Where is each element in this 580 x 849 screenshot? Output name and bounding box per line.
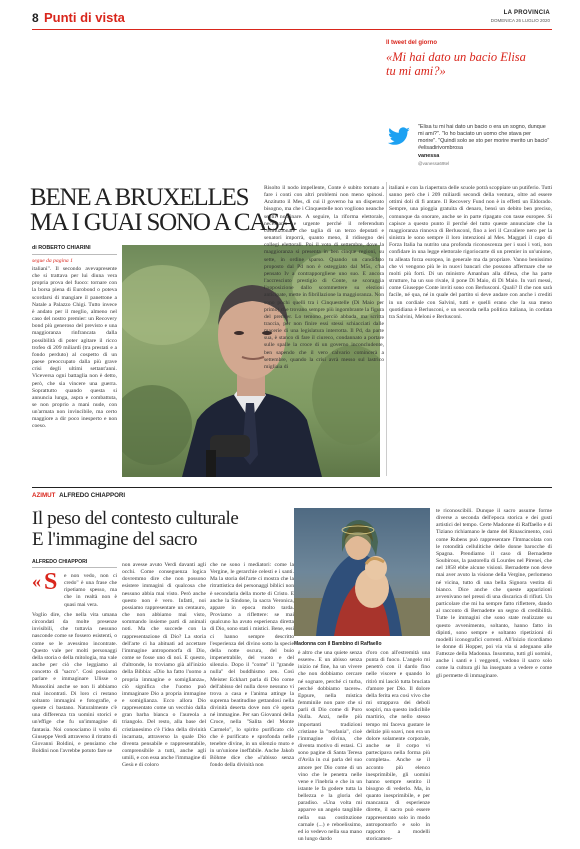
article1-continued: segue da pagina 1 [32, 258, 73, 264]
header-rule [32, 29, 552, 30]
article2-col6-text: te riconoscibili. Dunque il sacro assume forme diverse a seconda dell'epoca storica e dei gusti artistici del tempo. Certe Madonne di Raffaello e di Tiziano richiamano le dame del Rinascimento, così come Rubens può rappresentare l'Immacolata con le rotondità cellulitiche delle donne barocche di Spagna. Prendiamo il caso di Bernadette Soubirous, la pastorella di Lourdes nel Pirenei, che nel 1858 ebbe alcune visioni. Bernadette non deve mai aver avuto la visione della Vergine, perlomeno né vicina, tutto di una bella Signora vestita di bianco. Dice anche che queste apparizioni avvenivano nel pressi di una discarica di rifiuti. Un particolare che mi ha sempre fatto riflettere, dando al racconto di Bernadette un segno di credibilità. Tutte le immagini che sono state realizzate su questo avvenimento, soltanto, hanno fatto in dipinti, sono sempre e soltanto ripetizioni di modelli iconografici correnti. All'inizio ricordiamo le donne di Hopper, poi via via si adeguano alle Fattezze della Madonna. Insomma, tutti gli uomini, anche i santi e i veggenti, vedono il sacro solo come la cultura gli ha insegnato a vedere e come gli permette di immaginare. [436, 508, 552, 679]
article1-headline-line1: BENE A BRUXELLES [30, 184, 249, 211]
tweet-box [386, 40, 552, 172]
article2-lead [64, 573, 117, 609]
tweet-author: vanessa [418, 153, 440, 159]
article2-col5-text: d'oro con all'estremità una punta di fuoco. L'angelo mi penetrò con il dardo fino nelle viscere e quando lo ritirò mi lasciò tutta bruciata d'amore per Dio. Il dolore della ferita era così vivo che mi strappava dei deboli sospiri, ma questo indicibile martirio, che nello stesso tempo mi faceva gustare le delizie più soavi, non era un dolore solamente corporale, anche se il corpo vi partecipava nella forma più completa». Anche se il acconto più elenco inesprimibile, gli uomini hanno sempre sentito il bisogno di vederlo. Ma, in quanto inesprimibile, e per mancanza di esperienze dirette, il sacro può essere rappresentato solo in modo antropomorfo e solo in rapporto a modelli storicamen- [366, 650, 430, 843]
page-header [32, 9, 552, 29]
masthead: LA PROVINCIA [503, 10, 550, 16]
article2-col2 [122, 562, 206, 844]
article2-dropcap: S [44, 569, 58, 595]
article1-headline-line2: MA I GUAI SONO A CASA [30, 209, 296, 236]
tweet-kicker: Il tweet del giorno [386, 40, 438, 46]
article2-headline [32, 508, 302, 550]
article2-author: ALFREDO CHIAPPORI [32, 559, 88, 565]
article2-col1 [32, 612, 117, 844]
article2-col4-text: è altro che una quiete senza essere». E un abisso senza inizio né fine, ha un vivere che non dobbiamo cercare né sognare, perché ci turba, perché dobbiamo tacere». Eppure, nella mistica femminile non pare che si parli di Dio come di Puro Nulla. Anzi, nelle più importanti tradizioni cristiane la "teofania", cioè l'immagine divina, che diventa motivo di estasi. Ci sono pagine di Santa Teresa d'Avila in cui parla del suo amore per Dio come di un vino che le penetra nelle vene e l'inebria e che in un istante le fa godere tutta la bellezza e la gloria del paradiso. «Una volta mi apparve un angelo tangibile nella sua costituzione carnale (...) e reboelissimo, ed io vedevo nella sua mano un lungo dardo [298, 650, 362, 843]
article1-col3 [389, 185, 552, 475]
painting-caption: Madonna con il Bambino di Raffaello [294, 641, 382, 647]
section-rule [32, 487, 552, 488]
article1-col2-text: Risolto il nodo impellente, Conte è subito tornato a fare i conti con altri problemi non meno spinosi. Anzitutto il Mes, di cui il governo ha un disperato bisogno, ma che i Cinquestelle non vogliono neanche sentir nominare. A seguire, la riforma elettorale, necessaria e urgente perché il referendum costituzionale che taglia di un terzo deputati e senatori imporrà, quanto meno, il ridisegno dei collegi elettorali. Poi il voto di settembre, dove la maggioranza si presenta in ben cinque regioni, su sette, in ordine sparso. Quando un candidato proposto dal Pd non è osteggiato dal M5s, c'ha pensato Iv a contrapporgliene uno suo. E ancora l'accresciuto prestigio di Conte, se scoraggia l'opposizione dallo scommettere su elezioni anticipate, mette in fibrillazione la maggioranza. Non sono pochi quelli tra i Cinquestelle (Di Maio per primo) che trovano sempre più ingombrante la figura del premier. Lo temono perciò abbada, ma scritta traccia, per non finire essi stessi schiacciati dalle macerie di una legislatura interrotta. Il Pd, da parte sua, è stanco di fare il ciureco, condannato a portare sulle spalle la croce di un governo inconcludente, ben sapendo che il vero calvario comincerà a settembre, quando la crisi avrà messo sul lastrico migliaia di [264, 185, 384, 370]
article2-headline-line1: Il peso del contesto culturale [32, 508, 239, 529]
article1-byline: di ROBERTO CHIARINI [32, 245, 91, 251]
madonna-painting [294, 508, 430, 636]
article2-kicker-author: ALFREDO CHIAPPORI [59, 492, 126, 499]
article2-author-rule [32, 567, 117, 568]
article2-kicker-label: AZIMUT [32, 492, 56, 499]
article1-col2 [264, 185, 384, 475]
article2-col2-text: non avesse avuto Verdi davanti agli occhi. Come conseguenza logica dovremmo dire che non possono esistere immagini di qualcosa che nessuno abbia mai visto. Però anche questo non è vero. Infatti, noi possiamo rappresentare un centauro, che non abbiamo mai visto, sommando insieme parti di animali noti. Ma che succede con la rappresentazione di Dio? La storia dell'arte ci ha abituati ad accettare l'immagine antropomorfa di Dio, come se fosse uno di noi. E questo, d'altronde, lo troviamo già all'inizio della Bibbia: «Dio ha fatto l'uomo a propria immagine e somiglianza», ciò significa che l'uomo può immaginare Dio a propria immagine e somiglianza. Ecco allora Dio rappresentato come un vecchio dalla gran barba bianca o l'aureola a triangolo. Del resto, alla base del cristianesimo c'è l'idea della divinità incarnata, attraverso la quale Dio diventa pensabile e rappresentabile, comprensibile a tutti, anche agli umili, e con essa anche l'immagine di Gesù e di coloro [122, 562, 206, 769]
article2-col3-text: che ne sono i mediatori: come la Vergine, le gerarchie celesti e i santi. Ma la storia dell'arte ci mostra che la ritrattistica dei personaggi biblici non è secondaria della morte di Cristo. E anche la Sindone, la sacra Veronica, appare in epoca molto tarda. Proviamo a riflettere: se mai qualcuno ha avuto esperienza diretta di Dio, sono stati i mistici. Bene, essi ci hanno sempre descritto l'esperienza del divino sotto la specie della notte oscura, del buio impenetrabile, del vuoto e del silenzio. Dopo il "come" il "grande nulla" del buddhismo zen. Così Meister Eckhart parla di Dio come dell'abisso del nulla dove nessuno vi trova a casa e l'anima attinge la suprema beatitudine gettandosi nella divinità deserta dove non c'è opera né immagine. Per san Giovanni della Croce, nella "Salita del Monte Carmelo", lo spirito purificato ciò che è purificato e sprofonda nelle tenebre divine, in un silenzio muto e in un'unione ineffabile. Anche Jakob Böhme dice che «l'abisso senza fondo della divinità non [210, 562, 294, 769]
article2-headline-line2: E l'immagine del sacro [32, 529, 198, 550]
tweet-quote: «Mi hai dato un bacio Elisa tu mi ami?» [386, 50, 526, 78]
page-number: 8 [32, 11, 39, 25]
madonna-figure [294, 508, 430, 636]
article2-col1-text: Voglio dire, che nella vita umana circondati da molte presenze invisibili, che tuttavia nessuno nasconde come se fossero esistenti, o come se le avessimo incontrate. Questo vale per molti personaggi della storia o della mitologia, ma vale anche per ciò che leggiamo al concetto di "sacro". Così possiamo parlare e immaginare Ulisse o Mussolini anche se non li abbiamo mai incontrati. Di loro ci restano soltanto immagini e fotografie, e queste ci bastano. Naturalmente c'è una differenza tra uomini storici e un'effige che fu un'immagine di fantasia. Noi conosciamo il volto di Giuseppe Verdi attraverso il ritratto di Giovanni Boldini, e pensiamo che Boldini non l'avrebbe potuto fare se [32, 612, 117, 754]
twitter-bird-icon [386, 123, 412, 149]
tweet-handle: @vanessa69tel [418, 161, 450, 166]
article2-col3 [210, 562, 294, 844]
byline-rule [32, 254, 117, 255]
article1-col3-text: italiani e con la riapertura delle scuole potrà scoppiare un putiferio. Tutti sanno però che i 209 miliardi secondi della ventura, oltre ad essere ottimi doli di fi antare. Il Recovery Fund non è in effetti un Eldorado. Sempre, una pioggia gratuita di denaro, bensì un debito ben preciso, comunque da onorare, anche se in parte ripagato con tasse europee. Si capisce a questo punto il perché del tutto queste annunciate che la maggioranza rinnova di Berlusconi, fino a ieri il Cavaliere nero per la sinistra le sono sempre il loro intenzioni al Mes. Maggari il capo di Forza Italia ha nutrito una profonda riconoscenza per i suoi i voti, non confidare in una legge elettorale rigoriocarte di un premier in un'unione, tu alleata forza europea, in generale ma da propriare. Vanno benissimo che vi vengono più le in nuovi bancari che possono affermare che se molti più forti. Di un ministro Amanhan alla difesa, che ha parte strutture, ha un suo rivale, il pone Di Maio, di Di Maio. In vari messi, come Giuseppe Conte inviti sono con Berlusconi. Quali? Il che non sarà facile, né qua, né in quale del partito si deve andare con anche i crediti in un cordiale con Salvini, tutti e quelli erano che la sua meno quotidiana è Berlusconi, e un seconda nella politica italiana, in cordata tra Salvini, Meloni e Berlusconi. [389, 185, 552, 320]
article2-col4 [298, 650, 362, 844]
tweet-text: "Elisa tu mi hai dato un bacio o era un sogno, dunque mi ami?". "Io ho baciato un uomo che stava per morire". "Quindi solo se sto per morire merito un bacio" #elisadirivombrosa [418, 124, 550, 151]
article1-col1-text: italiani". Il secondo avevapresente che si trattava per lui diuna vera propria prova del fuoco: tornare con la borsa piena di Eurobond o poteva scordarsi di mangiare il panettone a Natale a Palazzo Chigi. Tutto invece è andato per il meglio, almeno nel caso del nostro premier: un Recovery bond più generoso del previsto e una maggioranza rinfrancata dalla possibilità di poter agitare il ricco trofeo di 209 miliardi (tra prestati e a fondo perduto) al cospetto di un paese preoccupato dalla più grave crisi degli ultimi settant'anni. Viceversa ogni battaglia non è detto, però, che sia vincere una guerra. Soprattutto quando questa si annuncia lunga, aspra e combattuta, se non proprio a mani nude, con un'armata non invincibile, ma certo maggiore a dir poco inesperto e non coeso. [32, 266, 117, 430]
col-divider [386, 182, 387, 476]
section-title: Punti di vista [44, 10, 125, 25]
article2-lead-text: e non vedo, non ci credo" è una frase che ripetiamo spesso, ma che in realtà non è quasi mai vera. [64, 573, 117, 608]
article2-quote-mark: « [32, 571, 41, 591]
article2-col5 [366, 650, 430, 844]
article2-kicker [32, 492, 125, 499]
article2-col6 [436, 508, 552, 844]
article1-col1 [32, 266, 117, 476]
page-date: DOMENICA 26 LUGLIO 2020 [490, 18, 550, 23]
